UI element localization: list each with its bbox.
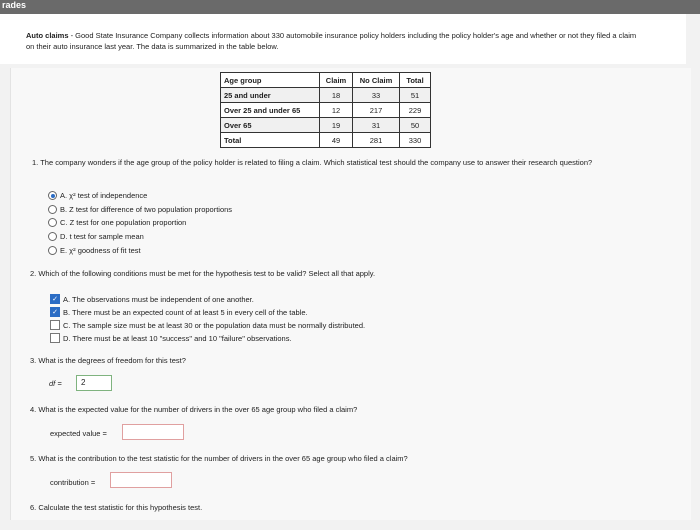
q1-option-b[interactable] [48, 205, 232, 214]
table-cell: 217 [353, 103, 400, 118]
option-label: A. χ² test of independence [60, 191, 148, 200]
question-6-text: 6. Calculate the test statistic for this hypothesis test. [30, 503, 203, 512]
contribution-input[interactable] [110, 472, 172, 488]
table-row [221, 133, 431, 148]
data-table [220, 72, 431, 148]
checkbox-checked[interactable]: ✓ [50, 307, 60, 317]
q1-option-e[interactable] [48, 246, 141, 255]
radio-button-selected[interactable] [48, 191, 57, 200]
table-cell: 19 [320, 118, 353, 133]
radio-button[interactable] [48, 205, 57, 214]
table-cell: 25 and under [221, 88, 320, 103]
option-label: A. The observations must be independent of one another. [63, 294, 254, 304]
q1-option-d[interactable] [48, 232, 144, 241]
table-header: Total [400, 73, 431, 88]
table-row [221, 118, 431, 133]
table-cell: 33 [353, 88, 400, 103]
table-cell: 50 [400, 118, 431, 133]
table-cell: 51 [400, 88, 431, 103]
intro-text [26, 30, 646, 52]
question-5-text: 5. What is the contribution to the test statistic for the number of drivers in the over 65 age group who filed a claim? [30, 454, 408, 463]
q1-option-a[interactable] [48, 191, 147, 200]
option-label: E. χ² goodness of fit test [60, 246, 141, 255]
table-header-row [221, 73, 431, 88]
q1-option-c[interactable] [48, 218, 186, 227]
question-1-text: 1. The company wonders if the age group of the policy holder is related to filing a claim. Which statistical test should the company use to answer their research question? [32, 158, 593, 167]
table-cell: 49 [320, 133, 353, 148]
table-header: No Claim [353, 73, 400, 88]
question-4-text: 4. What is the expected value for the number of drivers in the over 65 age group who filed a claim? [30, 405, 358, 414]
table-row [221, 88, 431, 103]
radio-button[interactable] [48, 232, 57, 241]
table-cell: 281 [353, 133, 400, 148]
table-header: Age group [221, 73, 320, 88]
df-label: df = [49, 379, 62, 388]
option-label: C. Z test for one population proportion [60, 218, 187, 227]
radio-button[interactable] [48, 246, 57, 255]
table-cell: 12 [320, 103, 353, 118]
q2-option-d[interactable] [50, 333, 292, 343]
checkbox[interactable] [50, 333, 60, 343]
option-label: D. There must be at least 10 "success" and 10 "failure" observations. [63, 333, 292, 343]
q2-option-c[interactable] [50, 320, 365, 330]
top-bar [0, 0, 700, 14]
q2-option-a[interactable] [50, 294, 254, 304]
table-cell: Over 65 [221, 118, 320, 133]
expected-value-label: expected value = [50, 429, 107, 438]
q2-option-b[interactable] [50, 307, 308, 317]
intro-heading: Auto claims [26, 31, 69, 40]
tab-title: rades [2, 0, 27, 10]
option-label: B. Z test for difference of two population proportions [60, 205, 233, 214]
table-row [221, 103, 431, 118]
option-label: D. t test for sample mean [60, 232, 144, 241]
question-2-text: 2. Which of the following conditions must be met for the hypothesis test to be valid? Select all that apply. [30, 269, 376, 278]
intro-panel [0, 14, 686, 64]
table-cell: Total [221, 133, 320, 148]
table-cell: 31 [353, 118, 400, 133]
radio-button[interactable] [48, 218, 57, 227]
checkbox[interactable] [50, 320, 60, 330]
table-cell: 18 [320, 88, 353, 103]
table-cell: Over 25 and under 65 [221, 103, 320, 118]
checkbox-checked[interactable]: ✓ [50, 294, 60, 304]
intro-body: - Good State Insurance Company collects information about 330 automobile insurance policy holders including the policy holder's age and whether or not they filed a claim on their auto insurance last year. The data is summarized in the table below. [26, 31, 637, 51]
table-header: Claim [320, 73, 353, 88]
option-label: B. There must be an expected count of at least 5 in every cell of the table. [63, 307, 308, 317]
question-3-text: 3. What is the degrees of freedom for this test? [30, 356, 186, 365]
df-input[interactable]: 2 [76, 375, 112, 391]
expected-value-input[interactable] [122, 424, 184, 440]
table-cell: 330 [400, 133, 431, 148]
table-cell: 229 [400, 103, 431, 118]
option-label: C. The sample size must be at least 30 or the population data must be normally distributed. [63, 320, 366, 330]
contribution-label: contribution = [50, 478, 96, 487]
